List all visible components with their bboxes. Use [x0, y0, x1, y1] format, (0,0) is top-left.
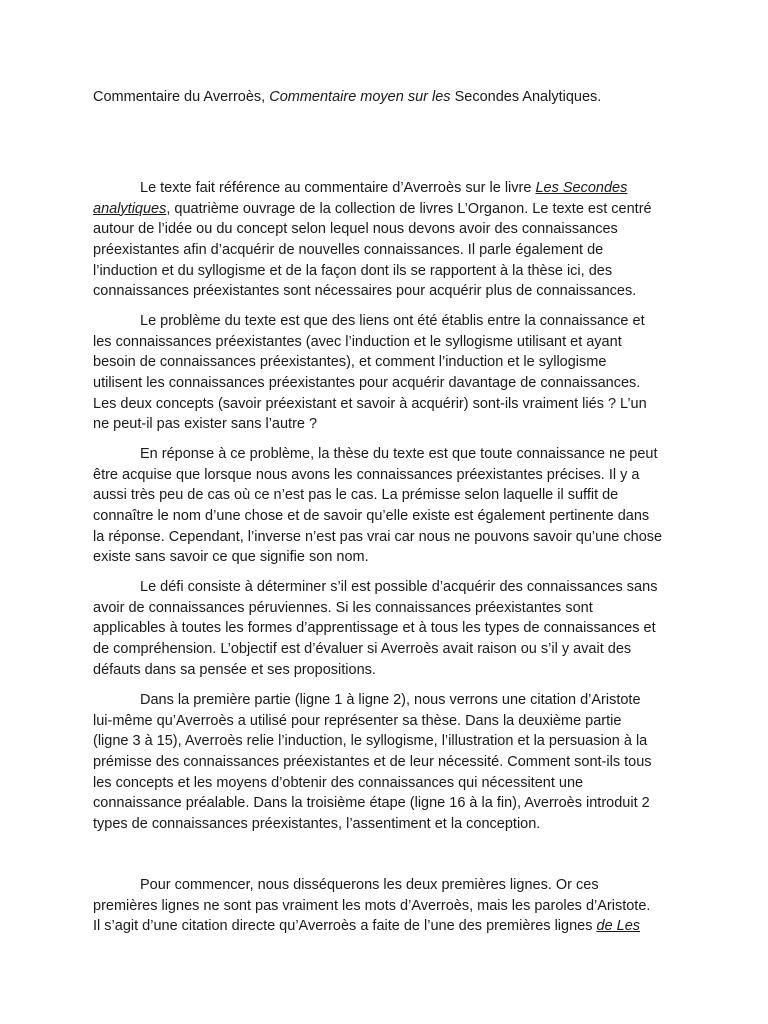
- text-line: Dans la première partie (ligne 1 à ligne 2), nous verrons une citation d’Aristote: [140, 692, 641, 708]
- text-line: analytiques, quatrième ouvrage de la collection de livres L’Organon. Le texte est centré: [93, 200, 652, 217]
- text-line: aussi très peu de cas où ce n’est pas le cas. La prémisse selon laquelle il suffit de: [93, 487, 619, 504]
- text-line: défauts dans sa pensée et ses propositions.: [93, 661, 376, 678]
- text-line: Le texte fait référence au commentaire d’Averroès sur le livre Les Secondes: [140, 180, 628, 196]
- text-line: préexistantes afin d’acquérir de nouvelles connaissances. Il parle également de: [93, 242, 604, 259]
- text-line: Les deux concepts (savoir préexistant et savoir à acquérir) sont-ils vraiment liés ? L’un: [93, 395, 647, 412]
- text-line: Le défi consiste à déterminer s’il est possible d’acquérir des connaissances sans: [140, 579, 658, 595]
- text-line: besoin de connaissances préexistantes), et comment l’induction et le syllogisme: [93, 354, 607, 371]
- paragraph-analysis: [93, 875, 693, 937]
- text-line: Le problème du texte est que des liens ont été établis entre la connaissance et: [140, 313, 645, 329]
- text-line: être acquise que lorsque nous avons les connaissances préexistantes précises. Il y a: [93, 466, 640, 483]
- text-line: de compréhension. L’objectif est d’évaluer si Averroès avait raison ou s’il y avait des: [93, 641, 632, 658]
- text-line: l’induction et du syllogisme et de la façon dont ils se rapportent à la thèse ici, des: [93, 262, 613, 279]
- text-line: utilisent les connaissances préexistantes pour acquérir davantage de connaissances.: [93, 375, 641, 392]
- paragraph-introduction: [93, 178, 693, 302]
- text-line: connaissance préalable. Dans la troisième étape (ligne 16 à la fin), Averroès introduit 2: [93, 795, 650, 812]
- paragraph-problem: [93, 311, 693, 435]
- text-line: ne peut-il pas exister sans l’autre ?: [93, 416, 318, 433]
- text-line: connaître le nom d’une chose et de savoir qu’elle existe est également pertinente dans: [93, 508, 650, 525]
- text-line: la réponse. Cependant, l’inverse n’est pas vrai car nous ne pouvons savoir qu’une chose: [93, 528, 663, 545]
- paragraph-thesis: [93, 444, 693, 568]
- title-italic: Commentaire moyen sur les: [269, 89, 451, 105]
- text-line: autour de l’idée ou du concept selon lequel nous devons avoir des connaissances: [93, 221, 618, 238]
- text-line: Il s’agit d’une citation directe qu’Averroès a faite de l’une des premières lignes de Les: [93, 918, 641, 935]
- text-line: les concepts et les moyens d’obtenir des connaissances qui nécessitent une: [93, 774, 584, 791]
- paragraph-outline: [93, 690, 693, 835]
- text-line: lui-même qu’Averroès a utilisé pour représenter sa thèse. Dans la deuxième partie: [93, 712, 622, 729]
- title-prefix: Commentaire du Averroès,: [93, 89, 270, 105]
- text-line: Pour commencer, nous disséquerons les deux premières lignes. Or ces: [140, 877, 599, 893]
- text-line: les connaissances préexistantes (avec l’induction et le syllogisme utilisant et ayant: [93, 333, 622, 350]
- document-title: [93, 87, 601, 107]
- text-line: prémisse des connaissances préexistantes et de leur nécessité. Comment sont-ils tous: [93, 754, 652, 771]
- paragraph-challenge: [93, 577, 693, 680]
- text-line: connaissances préexistantes sont nécessaires pour acquérir plus de connaissances.: [93, 283, 637, 300]
- text-line: En réponse à ce problème, la thèse du texte est que toute connaissance ne peut: [140, 446, 658, 462]
- text-line: premières lignes ne sont pas vraiment les mots d’Averroès, mais les paroles d’Aristote.: [93, 897, 651, 914]
- book-title-link: Les Secondes: [535, 180, 628, 196]
- book-title-link: analytiques: [93, 200, 167, 217]
- text-line: types de connaissances préexistantes, l’assentiment et la conception.: [93, 816, 541, 833]
- text-line: existe sans savoir ce que signifie son nom.: [93, 549, 369, 566]
- book-title-link: de Les: [596, 918, 641, 935]
- title-suffix: Secondes Analytiques.: [450, 89, 602, 105]
- text-line: (ligne 3 à 15), Averroès relie l’induction, le syllogisme, l’illustration et la persuasion à la: [93, 733, 648, 750]
- text-line: applicables à toutes les formes d’apprentissage et à tous les types de connaissances et: [93, 620, 656, 637]
- text-line: avoir de connaissances péruviennes. Si les connaissances préexistantes sont: [93, 599, 593, 616]
